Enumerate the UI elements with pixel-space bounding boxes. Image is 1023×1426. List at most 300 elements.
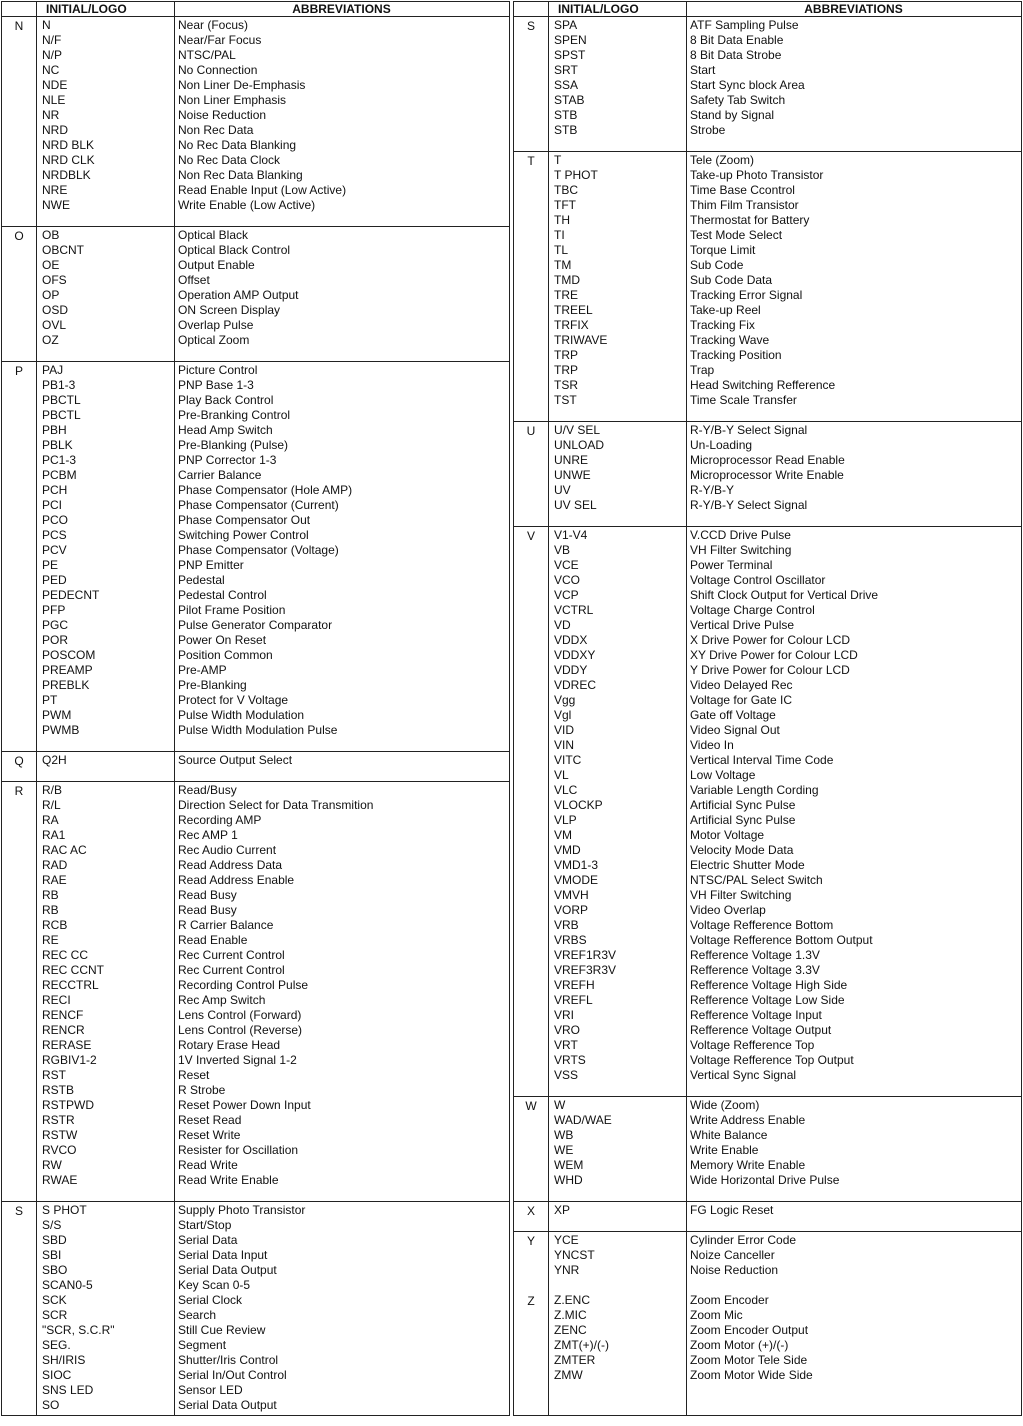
abbreviation-meaning: Zoom Motor Wide Side [690, 1368, 813, 1382]
abbreviation-code: VREF3R3V [554, 963, 617, 977]
abbreviation-meaning: Sub Code Data [690, 273, 773, 287]
abbreviation-code: VORP [554, 903, 589, 917]
abbreviation-meaning: Voltage Refference Bottom Output [690, 933, 873, 947]
abbreviation-meaning: Output Enable [178, 258, 255, 272]
table-row [2, 948, 509, 963]
abbreviation-code: PREBLK [42, 678, 90, 692]
abbreviation-meaning: R Strobe [178, 1083, 226, 1097]
group-letter: Q [14, 754, 24, 768]
abbreviation-code: VMD [554, 843, 581, 857]
abbreviation-code: S/S [42, 1218, 62, 1232]
abbreviation-meaning: Thermostat for Battery [690, 213, 810, 227]
abbreviation-meaning: Non Liner De-Emphasis [178, 78, 306, 92]
letter-block [2, 753, 509, 768]
abbreviation-meaning: Rotary Erase Head [178, 1038, 281, 1052]
table-row [514, 603, 1021, 618]
abbreviation-meaning: Position Common [178, 648, 273, 662]
abbreviation-code: VLC [554, 783, 578, 797]
abbreviation-code: N/F [42, 33, 62, 47]
abbreviation-meaning: R-Y/B-Y Select Signal [690, 423, 808, 437]
table-row [514, 228, 1021, 243]
table-row [2, 783, 509, 798]
abbreviation-code: RENCR [42, 1023, 85, 1037]
abbreviation-meaning: Write Enable [690, 1143, 759, 1157]
table-row [514, 1173, 1021, 1188]
abbreviation-meaning: Start/Stop [178, 1218, 232, 1232]
table-row [514, 1038, 1021, 1053]
table-row [514, 363, 1021, 378]
abbreviation-meaning: Electric Shutter Mode [690, 858, 805, 872]
table-row [514, 588, 1021, 603]
abbreviation-meaning: Pre-Blanking [178, 678, 247, 692]
abbreviation-code: VDDX [554, 633, 588, 647]
letter-block [2, 363, 509, 738]
table-row [514, 888, 1021, 903]
abbreviation-meaning: Rec Amp Switch [178, 993, 266, 1007]
table-row [2, 1053, 509, 1068]
abbreviation-code: RSTW [42, 1128, 78, 1142]
abbreviation-meaning: R Carrier Balance [178, 918, 274, 932]
letter-block [514, 1098, 1021, 1188]
initial-logo-header: INITIAL/LOGO [46, 2, 127, 16]
table-row [2, 378, 509, 393]
abbreviation-code: SBO [42, 1263, 68, 1277]
abbreviation-code: NLE [42, 93, 66, 107]
abbreviation-meaning: Non Liner Emphasis [178, 93, 287, 107]
abbreviation-code: NR [42, 108, 60, 122]
abbreviation-code: POSCOM [42, 648, 96, 662]
abbreviation-code: TI [554, 228, 565, 242]
abbreviation-code: ZMT(+)/(-) [554, 1338, 609, 1352]
abbreviation-meaning: Tracking Position [690, 348, 782, 362]
abbreviation-code: V1-V4 [554, 528, 588, 542]
abbreviation-meaning: Tracking Fix [690, 318, 755, 332]
table-row [514, 1293, 1021, 1308]
group-letter: S [14, 1204, 23, 1218]
abbreviation-code: YCE [554, 1233, 579, 1247]
abbreviation-meaning: Voltage Control Oscillator [690, 573, 826, 587]
abbreviation-meaning: ON Screen Display [178, 303, 281, 317]
abbreviation-meaning: Head Switching Refference [690, 378, 836, 392]
table-row [514, 93, 1021, 108]
abbreviation-meaning: Non Rec Data [178, 123, 254, 137]
table-row [514, 1008, 1021, 1023]
abbreviation-code: Vgg [554, 693, 576, 707]
table-row [514, 1098, 1021, 1113]
abbreviation-code: RE [42, 933, 59, 947]
abbreviation-code: OP [42, 288, 60, 302]
group-letter: R [14, 784, 24, 798]
abbreviation-meaning: X Drive Power for Colour LCD [690, 633, 851, 647]
abbreviation-meaning: Tracking Error Signal [690, 288, 803, 302]
abbreviation-code: Q2H [42, 753, 67, 767]
table-row [514, 678, 1021, 693]
abbreviation-meaning: Read Busy [178, 903, 237, 917]
table-row [2, 888, 509, 903]
table-row [2, 1308, 509, 1323]
abbreviation-meaning: Phase Compensator Out [178, 513, 311, 527]
letter-block [514, 1293, 1021, 1383]
abbreviation-code: PREAMP [42, 663, 93, 677]
abbreviation-meaning: Y Drive Power for Colour LCD [690, 663, 850, 677]
letter-block [2, 1203, 509, 1413]
abbreviation-meaning: Near/Far Focus [178, 33, 262, 47]
abbreviation-meaning: Vertical Drive Pulse [690, 618, 795, 632]
abbreviation-meaning: Shutter/Iris Control [178, 1353, 279, 1367]
abbreviation-meaning: Sensor LED [178, 1383, 243, 1397]
abbreviation-code: SCK [42, 1293, 67, 1307]
abbreviation-code: UNRE [554, 453, 589, 467]
letter-group-y [514, 1232, 1021, 1396]
abbreviation-meaning: Memory Write Enable [690, 1158, 806, 1172]
abbreviation-meaning: XY Drive Power for Colour LCD [690, 648, 858, 662]
table-row [2, 1128, 509, 1143]
abbreviation-code: STB [554, 108, 578, 122]
abbreviation-code: PGC [42, 618, 69, 632]
table-row [2, 423, 509, 438]
group-letter: N [14, 19, 24, 33]
letter-group-q [2, 752, 509, 782]
abbreviation-code: SPA [554, 18, 578, 32]
abbreviation-meaning: Pulse Generator Comparator [178, 618, 333, 632]
abbreviation-meaning: Shift Clock Output for Vertical Drive [690, 588, 879, 602]
abbreviation-meaning: No Connection [178, 63, 258, 77]
abbreviation-meaning: Serial In/Out Control [178, 1368, 287, 1382]
table-row [2, 648, 509, 663]
abbreviation-code: RB [42, 903, 59, 917]
abbreviation-meaning: R-Y/B-Y Select Signal [690, 498, 808, 512]
table-row [2, 1368, 509, 1383]
table-row [2, 78, 509, 93]
abbreviation-meaning: Motor Voltage [690, 828, 765, 842]
abbreviation-meaning: V.CCD Drive Pulse [690, 528, 791, 542]
abbreviation-code: TST [554, 393, 577, 407]
abbreviation-code: WB [554, 1128, 574, 1142]
abbreviation-meaning: Read Address Enable [178, 873, 295, 887]
abbreviation-meaning: Refference Voltage Output [690, 1023, 832, 1037]
abbreviation-code: Vgl [554, 708, 572, 722]
abbreviation-meaning: Read Write [178, 1158, 238, 1172]
abbreviation-code: NWE [42, 198, 70, 212]
abbreviation-code: VDDXY [554, 648, 596, 662]
abbreviation-code: PWM [42, 708, 72, 722]
letter-block [514, 18, 1021, 138]
table-row [514, 1128, 1021, 1143]
abbreviation-code: PCO [42, 513, 69, 527]
abbreviation-code: TRP [554, 363, 578, 377]
abbreviation-meaning: Power Terminal [690, 558, 773, 572]
abbreviation-code: VITC [554, 753, 582, 767]
table-row [514, 543, 1021, 558]
abbreviation-code: VDREC [554, 678, 597, 692]
table-row [2, 603, 509, 618]
table-row [2, 918, 509, 933]
abbreviation-meaning: Thim Film Transistor [690, 198, 799, 212]
table-row [514, 813, 1021, 828]
abbreviation-meaning: Recording Control Pulse [178, 978, 309, 992]
abbreviation-code: RCB [42, 918, 68, 932]
abbreviation-code: VRBS [554, 933, 587, 947]
abbreviation-meaning: Tele (Zoom) [690, 153, 755, 167]
table-row [514, 648, 1021, 663]
abbreviation-meaning: Stand by Signal [690, 108, 775, 122]
abbreviation-meaning: Video Signal Out [690, 723, 780, 737]
abbreviation-code: SPEN [554, 33, 587, 47]
abbreviation-meaning: Reset [178, 1068, 210, 1082]
abbreviation-meaning: FG Logic Reset [690, 1203, 774, 1217]
table-row [514, 843, 1021, 858]
abbreviation-meaning: Refference Voltage Low Side [690, 993, 845, 1007]
abbreviation-code: SCR [42, 1308, 68, 1322]
table-row [2, 1068, 509, 1083]
table-row [2, 273, 509, 288]
abbreviation-code: PCV [42, 543, 67, 557]
abbreviation-meaning: Time Base Ccontrol [690, 183, 795, 197]
abbreviation-meaning: PNP Emitter [178, 558, 244, 572]
table-row [514, 828, 1021, 843]
group-letter: P [14, 364, 23, 378]
initial-logo-header: INITIAL/LOGO [558, 2, 639, 16]
abbreviation-code: ZMTER [554, 1353, 596, 1367]
abbreviation-meaning: Time Scale Transfer [690, 393, 797, 407]
table-row [2, 1263, 509, 1278]
abbreviation-meaning: Power On Reset [178, 633, 267, 647]
table-row [2, 543, 509, 558]
abbreviation-code: VSS [554, 1068, 579, 1082]
table-row [514, 258, 1021, 273]
abbreviation-code: SH/IRIS [42, 1353, 86, 1367]
table-row [2, 903, 509, 918]
abbreviation-meaning: Offset [178, 273, 210, 287]
abbreviation-code: R/B [42, 783, 63, 797]
table-row [514, 798, 1021, 813]
table-row [2, 318, 509, 333]
table-row [514, 1068, 1021, 1083]
group-letter: O [14, 229, 24, 243]
table-row [514, 933, 1021, 948]
abbreviation-code: TRFIX [554, 318, 589, 332]
abbreviation-code: S PHOT [42, 1203, 87, 1217]
table-row [2, 1203, 509, 1218]
abbreviation-code: NRD [42, 123, 68, 137]
table-row [2, 978, 509, 993]
abbreviation-code: REC CCNT [42, 963, 104, 977]
abbreviation-code: OB [42, 228, 60, 242]
table-row [514, 243, 1021, 258]
abbreviation-meaning: Serial Data Output [178, 1263, 277, 1277]
letter-group-r [2, 782, 509, 1202]
table-row [514, 48, 1021, 63]
abbreviation-code: VLP [554, 813, 577, 827]
table-row [514, 1368, 1021, 1383]
abbreviation-code: VMODE [554, 873, 599, 887]
abbreviation-code: SNS LED [42, 1383, 94, 1397]
table-row [2, 873, 509, 888]
abbreviation-meaning: Zoom Encoder [690, 1293, 769, 1307]
table-row [2, 1293, 509, 1308]
table-row [514, 918, 1021, 933]
abbreviation-code: UV SEL [554, 498, 597, 512]
abbreviation-code: RSTB [42, 1083, 75, 1097]
abbreviation-code: VLOCKP [554, 798, 603, 812]
abbreviation-meaning: Read Busy [178, 888, 237, 902]
abbreviation-code: RA [42, 813, 59, 827]
table-row [2, 693, 509, 708]
abbreviation-meaning: Vertical Sync Signal [690, 1068, 797, 1082]
abbreviation-meaning: PNP Corrector 1-3 [178, 453, 277, 467]
abbreviation-code: VL [554, 768, 569, 782]
abbreviation-code: NRDBLK [42, 168, 91, 182]
table-row [2, 288, 509, 303]
abbreviation-code: WAD/WAE [554, 1113, 612, 1127]
table-row [2, 1158, 509, 1173]
table-row [514, 1113, 1021, 1128]
abbreviation-meaning: Microprocessor Write Enable [690, 468, 844, 482]
letter-group-p [2, 362, 509, 752]
table-row [514, 78, 1021, 93]
abbreviation-code: PCI [42, 498, 63, 512]
table-row [2, 1008, 509, 1023]
table-row [514, 1323, 1021, 1338]
table-row [514, 423, 1021, 438]
table-row [514, 213, 1021, 228]
abbreviation-meaning: Carrier Balance [178, 468, 262, 482]
abbreviation-meaning: Trap [690, 363, 715, 377]
abbreviation-code: SBD [42, 1233, 67, 1247]
abbreviation-meaning: Resister for Oscillation [178, 1143, 299, 1157]
abbreviation-meaning: Write Enable (Low Active) [178, 198, 316, 212]
table-row [514, 153, 1021, 168]
abbreviation-meaning: Zoom Motor Tele Side [690, 1353, 808, 1367]
abbreviation-code: OSD [42, 303, 69, 317]
table-header [2, 2, 509, 17]
abbreviation-code: SSA [554, 78, 579, 92]
abbreviation-code: RWAE [42, 1173, 78, 1187]
table-row [2, 198, 509, 213]
abbreviation-meaning: Head Amp Switch [178, 423, 273, 437]
table-row [514, 438, 1021, 453]
abbreviation-meaning: Pilot Frame Position [178, 603, 286, 617]
abbreviation-meaning: Start Sync block Area [690, 78, 805, 92]
abbreviation-code: STB [554, 123, 578, 137]
letter-block [2, 783, 509, 1188]
abbreviation-meaning: Operation AMP Output [178, 288, 299, 302]
abbreviation-meaning: Noize Canceller [690, 1248, 775, 1262]
table-row [514, 1158, 1021, 1173]
table-row [2, 303, 509, 318]
abbreviation-code: SBI [42, 1248, 62, 1262]
abbreviation-code: RENCF [42, 1008, 84, 1022]
abbreviation-meaning: Take-up Reel [690, 303, 761, 317]
table-row [514, 1248, 1021, 1263]
letter-group-t [514, 152, 1021, 422]
table-row [514, 1203, 1021, 1218]
abbreviation-meaning: Variable Length Cording [690, 783, 819, 797]
abbreviation-code: SO [42, 1398, 60, 1412]
abbreviations-header: ABBREVIATIONS [292, 2, 391, 16]
table-row [514, 1263, 1021, 1278]
table-row [2, 408, 509, 423]
abbreviation-meaning: Wide Horizontal Drive Pulse [690, 1173, 840, 1187]
abbreviation-meaning: Rec Audio Current [178, 843, 277, 857]
abbreviation-code: RECI [42, 993, 71, 1007]
abbreviation-meaning: Pedestal [178, 573, 225, 587]
abbreviation-code: NDE [42, 78, 68, 92]
table-row [2, 1023, 509, 1038]
table-row [2, 678, 509, 693]
table-row [2, 858, 509, 873]
abbreviation-meaning: Sub Code [690, 258, 744, 272]
table-row [2, 1143, 509, 1158]
abbreviation-meaning: Optical Black Control [178, 243, 291, 257]
abbreviation-meaning: Read/Busy [178, 783, 237, 797]
table-row [514, 768, 1021, 783]
abbreviation-meaning: Voltage for Gate IC [690, 693, 793, 707]
table-row [514, 633, 1021, 648]
abbreviation-code: OZ [42, 333, 59, 347]
abbreviation-code: VRTS [554, 1053, 586, 1067]
table-row [2, 33, 509, 48]
abbreviation-meaning: Pulse Width Modulation Pulse [178, 723, 338, 737]
abbreviation-meaning: Wide (Zoom) [690, 1098, 760, 1112]
abbreviation-meaning: Test Mode Select [690, 228, 783, 242]
abbreviation-meaning: Pre-Branking Control [178, 408, 291, 422]
table-row [514, 738, 1021, 753]
abbreviation-code: XP [554, 1203, 571, 1217]
abbreviation-code: YNR [554, 1263, 580, 1277]
abbreviation-meaning: Video Delayed Rec [690, 678, 793, 692]
abbreviation-code: N [42, 18, 51, 32]
abbreviation-meaning: Take-up Photo Transistor [690, 168, 824, 182]
table-row [514, 573, 1021, 588]
abbreviation-code: UNLOAD [554, 438, 605, 452]
abbreviation-meaning: Torque Limit [690, 243, 756, 257]
abbreviation-meaning: Safety Tab Switch [690, 93, 786, 107]
table-row [514, 468, 1021, 483]
table-row [514, 348, 1021, 363]
abbreviation-meaning: Serial Data [178, 1233, 238, 1247]
abbreviation-meaning: Phase Compensator (Voltage) [178, 543, 339, 557]
abbreviation-meaning: Write Address Enable [690, 1113, 806, 1127]
abbreviation-code: TRP [554, 348, 578, 362]
abbreviation-meaning: Optical Zoom [178, 333, 250, 347]
table-row [514, 1308, 1021, 1323]
table-row [514, 1143, 1021, 1158]
table-row [2, 558, 509, 573]
letter-group-n [2, 17, 509, 227]
abbreviation-code: SRT [554, 63, 578, 77]
abbreviation-code: TMD [554, 273, 580, 287]
abbreviation-code: RSTR [42, 1113, 75, 1127]
abbreviation-table-right [513, 1, 1022, 1416]
table-row [2, 813, 509, 828]
table-row [514, 783, 1021, 798]
abbreviation-code: OVL [42, 318, 67, 332]
abbreviation-meaning: Voltage Charge Control [690, 603, 815, 617]
abbreviation-meaning: Pre-AMP [178, 663, 227, 677]
abbreviation-meaning: Search [178, 1308, 217, 1322]
table-row [2, 393, 509, 408]
abbreviation-code: VRO [554, 1023, 581, 1037]
abbreviation-meaning: 1V Inverted Signal 1-2 [178, 1053, 297, 1067]
abbreviation-meaning: No Rec Data Blanking [178, 138, 297, 152]
table-row [2, 798, 509, 813]
abbreviation-code: PBCTL [42, 393, 81, 407]
abbreviation-meaning: Voltage Refference Bottom [690, 918, 834, 932]
abbreviation-meaning: Tracking Wave [690, 333, 770, 347]
table-row [2, 483, 509, 498]
abbreviation-code: VCE [554, 558, 579, 572]
